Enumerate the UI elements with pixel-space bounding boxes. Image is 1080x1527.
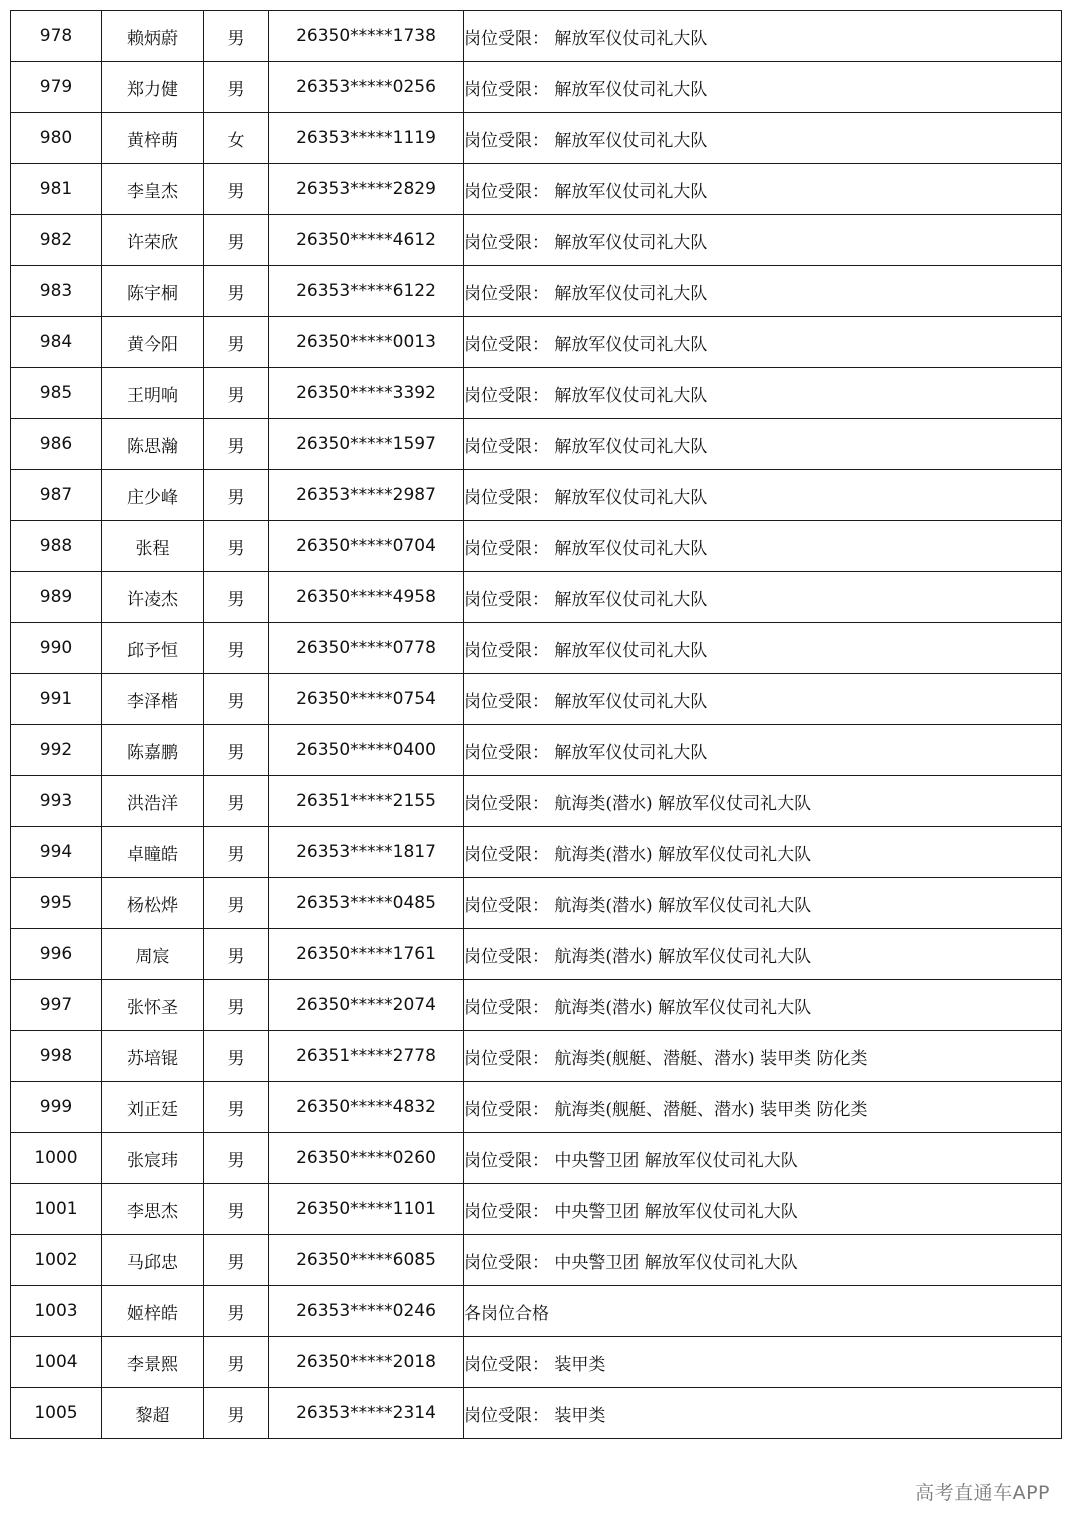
restriction-note-cell: 岗位受限： 航海类(舰艇、潜艇、潜水) 装甲类 防化类: [464, 1031, 1062, 1082]
restriction-note-cell: 岗位受限： 装甲类: [464, 1388, 1062, 1439]
exam-id-cell: 26350*****0704: [269, 521, 464, 572]
candidate-name-cell: 李泽楷: [102, 674, 204, 725]
exam-id-cell: 26353*****6122: [269, 266, 464, 317]
roster-sheet: [10, 10, 1061, 1439]
gender-cell: 男: [204, 1082, 269, 1133]
gender-cell: 男: [204, 1337, 269, 1388]
watermark-text: 高考直通车APP: [915, 1482, 1050, 1504]
row-number-cell: 982: [11, 215, 102, 266]
exam-id-cell: 26350*****2074: [269, 980, 464, 1031]
row-number-cell: 984: [11, 317, 102, 368]
gender-cell: 男: [204, 776, 269, 827]
restriction-note-cell: 岗位受限： 解放军仪仗司礼大队: [464, 215, 1062, 266]
table-row: [11, 419, 1062, 470]
gender-cell: 男: [204, 521, 269, 572]
exam-id-cell: 26350*****1597: [269, 419, 464, 470]
gender-cell: 男: [204, 1133, 269, 1184]
exam-id-cell: 26350*****6085: [269, 1235, 464, 1286]
table-row: [11, 1388, 1062, 1439]
exam-id-cell: 26350*****3392: [269, 368, 464, 419]
gender-cell: 男: [204, 623, 269, 674]
table-row: [11, 62, 1062, 113]
restriction-note-cell: 岗位受限： 中央警卫团 解放军仪仗司礼大队: [464, 1184, 1062, 1235]
candidate-name-cell: 张宸玮: [102, 1133, 204, 1184]
row-number-cell: 991: [11, 674, 102, 725]
candidate-name-cell: 苏培锟: [102, 1031, 204, 1082]
gender-cell: 男: [204, 674, 269, 725]
candidate-name-cell: 许荣欣: [102, 215, 204, 266]
gender-cell: 男: [204, 827, 269, 878]
exam-id-cell: 26351*****2155: [269, 776, 464, 827]
table-row: [11, 725, 1062, 776]
candidate-name-cell: 洪浩洋: [102, 776, 204, 827]
restriction-note-cell: 岗位受限： 解放军仪仗司礼大队: [464, 317, 1062, 368]
table-row: [11, 1184, 1062, 1235]
restriction-note-cell: 岗位受限： 解放军仪仗司礼大队: [464, 164, 1062, 215]
restriction-note-cell: 岗位受限： 解放军仪仗司礼大队: [464, 368, 1062, 419]
restriction-note-cell: 岗位受限： 解放军仪仗司礼大队: [464, 521, 1062, 572]
table-row: [11, 623, 1062, 674]
row-number-cell: 988: [11, 521, 102, 572]
restriction-note-cell: 岗位受限： 解放军仪仗司礼大队: [464, 725, 1062, 776]
restriction-note-cell: 岗位受限： 航海类(潜水) 解放军仪仗司礼大队: [464, 878, 1062, 929]
gender-cell: 男: [204, 1388, 269, 1439]
gender-cell: 男: [204, 317, 269, 368]
exam-id-cell: 26350*****0778: [269, 623, 464, 674]
restriction-note-cell: 岗位受限： 装甲类: [464, 1337, 1062, 1388]
restriction-note-cell: 岗位受限： 解放军仪仗司礼大队: [464, 623, 1062, 674]
table-row: [11, 878, 1062, 929]
exam-id-cell: 26353*****2987: [269, 470, 464, 521]
candidate-name-cell: 王明响: [102, 368, 204, 419]
gender-cell: 男: [204, 725, 269, 776]
row-number-cell: 985: [11, 368, 102, 419]
table-row: [11, 113, 1062, 164]
exam-id-cell: 26350*****4958: [269, 572, 464, 623]
candidate-name-cell: 刘正廷: [102, 1082, 204, 1133]
table-row: [11, 266, 1062, 317]
row-number-cell: 989: [11, 572, 102, 623]
gender-cell: 男: [204, 368, 269, 419]
row-number-cell: 980: [11, 113, 102, 164]
gender-cell: 男: [204, 62, 269, 113]
candidate-name-cell: 卓瞳皓: [102, 827, 204, 878]
restriction-note-cell: 岗位受限： 航海类(潜水) 解放军仪仗司礼大队: [464, 980, 1062, 1031]
row-number-cell: 1003: [11, 1286, 102, 1337]
gender-cell: 男: [204, 572, 269, 623]
restriction-note-cell: 岗位受限： 中央警卫团 解放军仪仗司礼大队: [464, 1235, 1062, 1286]
table-row: [11, 980, 1062, 1031]
restriction-note-cell: 岗位受限： 航海类(潜水) 解放军仪仗司礼大队: [464, 827, 1062, 878]
row-number-cell: 1001: [11, 1184, 102, 1235]
row-number-cell: 983: [11, 266, 102, 317]
row-number-cell: 990: [11, 623, 102, 674]
gender-cell: 男: [204, 11, 269, 62]
table-row: [11, 827, 1062, 878]
restriction-note-cell: 岗位受限： 解放军仪仗司礼大队: [464, 572, 1062, 623]
candidate-name-cell: 李思杰: [102, 1184, 204, 1235]
table-row: [11, 776, 1062, 827]
exam-id-cell: 26353*****0485: [269, 878, 464, 929]
candidate-name-cell: 庄少峰: [102, 470, 204, 521]
gender-cell: 男: [204, 419, 269, 470]
exam-id-cell: 26351*****2778: [269, 1031, 464, 1082]
gender-cell: 男: [204, 470, 269, 521]
table-row: [11, 470, 1062, 521]
candidate-name-cell: 陈嘉鹏: [102, 725, 204, 776]
gender-cell: 男: [204, 215, 269, 266]
exam-id-cell: 26350*****4612: [269, 215, 464, 266]
candidate-name-cell: 李景熙: [102, 1337, 204, 1388]
table-row: [11, 1082, 1062, 1133]
restriction-note-cell: 各岗位合格: [464, 1286, 1062, 1337]
table-row: [11, 572, 1062, 623]
row-number-cell: 1004: [11, 1337, 102, 1388]
row-number-cell: 993: [11, 776, 102, 827]
gender-cell: 男: [204, 1235, 269, 1286]
candidate-name-cell: 邱予恒: [102, 623, 204, 674]
candidate-name-cell: 黄梓萌: [102, 113, 204, 164]
gender-cell: 男: [204, 929, 269, 980]
row-number-cell: 1005: [11, 1388, 102, 1439]
exam-id-cell: 26350*****4832: [269, 1082, 464, 1133]
table-row: [11, 1235, 1062, 1286]
row-number-cell: 981: [11, 164, 102, 215]
table-row: [11, 215, 1062, 266]
row-number-cell: 994: [11, 827, 102, 878]
table-row: [11, 317, 1062, 368]
gender-cell: 男: [204, 1184, 269, 1235]
restriction-note-cell: 岗位受限： 航海类(舰艇、潜艇、潜水) 装甲类 防化类: [464, 1082, 1062, 1133]
exam-id-cell: 26350*****0400: [269, 725, 464, 776]
row-number-cell: 987: [11, 470, 102, 521]
table-row: [11, 674, 1062, 725]
candidate-name-cell: 许凌杰: [102, 572, 204, 623]
restriction-note-cell: 岗位受限： 解放军仪仗司礼大队: [464, 11, 1062, 62]
exam-id-cell: 26350*****2018: [269, 1337, 464, 1388]
exam-id-cell: 26353*****0256: [269, 62, 464, 113]
restriction-note-cell: 岗位受限： 航海类(潜水) 解放军仪仗司礼大队: [464, 929, 1062, 980]
restriction-note-cell: 岗位受限： 解放军仪仗司礼大队: [464, 266, 1062, 317]
row-number-cell: 992: [11, 725, 102, 776]
roster-table-body: [11, 11, 1062, 1439]
table-row: [11, 11, 1062, 62]
row-number-cell: 998: [11, 1031, 102, 1082]
row-number-cell: 978: [11, 11, 102, 62]
exam-id-cell: 26353*****1817: [269, 827, 464, 878]
roster-table: [10, 10, 1062, 1439]
gender-cell: 男: [204, 164, 269, 215]
candidate-name-cell: 张程: [102, 521, 204, 572]
gender-cell: 男: [204, 980, 269, 1031]
row-number-cell: 995: [11, 878, 102, 929]
candidate-name-cell: 赖炳蔚: [102, 11, 204, 62]
restriction-note-cell: 岗位受限： 解放军仪仗司礼大队: [464, 674, 1062, 725]
candidate-name-cell: 黎超: [102, 1388, 204, 1439]
row-number-cell: 996: [11, 929, 102, 980]
exam-id-cell: 26350*****1761: [269, 929, 464, 980]
restriction-note-cell: 岗位受限： 解放军仪仗司礼大队: [464, 470, 1062, 521]
row-number-cell: 1000: [11, 1133, 102, 1184]
restriction-note-cell: 岗位受限： 中央警卫团 解放军仪仗司礼大队: [464, 1133, 1062, 1184]
exam-id-cell: 26353*****2829: [269, 164, 464, 215]
table-row: [11, 1031, 1062, 1082]
exam-id-cell: 26350*****1101: [269, 1184, 464, 1235]
table-row: [11, 368, 1062, 419]
table-row: [11, 1133, 1062, 1184]
candidate-name-cell: 杨松烨: [102, 878, 204, 929]
restriction-note-cell: 岗位受限： 航海类(潜水) 解放军仪仗司礼大队: [464, 776, 1062, 827]
candidate-name-cell: 张怀圣: [102, 980, 204, 1031]
candidate-name-cell: 李皇杰: [102, 164, 204, 215]
exam-id-cell: 26353*****0246: [269, 1286, 464, 1337]
table-row: [11, 929, 1062, 980]
exam-id-cell: 26350*****0260: [269, 1133, 464, 1184]
row-number-cell: 986: [11, 419, 102, 470]
gender-cell: 男: [204, 1031, 269, 1082]
table-row: [11, 521, 1062, 572]
candidate-name-cell: 黄今阳: [102, 317, 204, 368]
exam-id-cell: 26350*****0013: [269, 317, 464, 368]
row-number-cell: 997: [11, 980, 102, 1031]
exam-id-cell: 26353*****2314: [269, 1388, 464, 1439]
candidate-name-cell: 马邱忠: [102, 1235, 204, 1286]
exam-id-cell: 26350*****1738: [269, 11, 464, 62]
gender-cell: 男: [204, 266, 269, 317]
candidate-name-cell: 姬梓皓: [102, 1286, 204, 1337]
table-row: [11, 1337, 1062, 1388]
gender-cell: 男: [204, 1286, 269, 1337]
candidate-name-cell: 郑力健: [102, 62, 204, 113]
gender-cell: 男: [204, 878, 269, 929]
gender-cell: 女: [204, 113, 269, 164]
table-row: [11, 1286, 1062, 1337]
restriction-note-cell: 岗位受限： 解放军仪仗司礼大队: [464, 419, 1062, 470]
table-row: [11, 164, 1062, 215]
restriction-note-cell: 岗位受限： 解放军仪仗司礼大队: [464, 62, 1062, 113]
candidate-name-cell: 陈宇桐: [102, 266, 204, 317]
row-number-cell: 999: [11, 1082, 102, 1133]
exam-id-cell: 26350*****0754: [269, 674, 464, 725]
row-number-cell: 979: [11, 62, 102, 113]
candidate-name-cell: 周宸: [102, 929, 204, 980]
restriction-note-cell: 岗位受限： 解放军仪仗司礼大队: [464, 113, 1062, 164]
exam-id-cell: 26353*****1119: [269, 113, 464, 164]
candidate-name-cell: 陈思瀚: [102, 419, 204, 470]
row-number-cell: 1002: [11, 1235, 102, 1286]
